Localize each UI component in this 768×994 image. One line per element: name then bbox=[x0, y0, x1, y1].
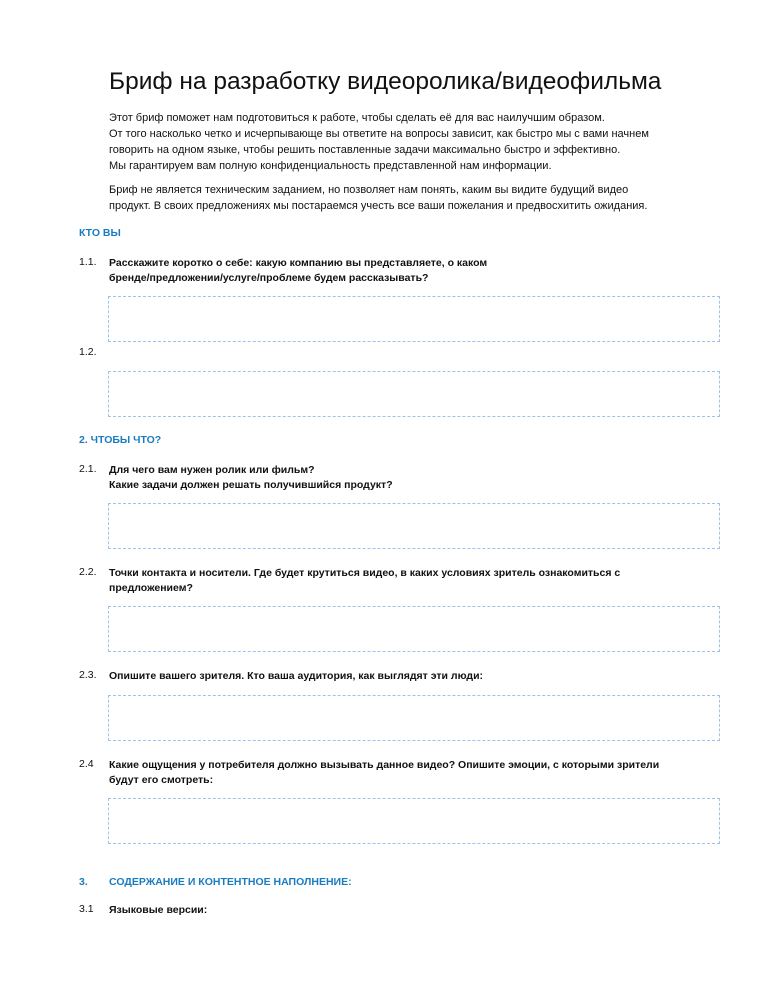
answer-field-2-1[interactable] bbox=[108, 503, 720, 549]
section-heading-content: СОДЕРЖАНИЕ И КОНТЕНТНОЕ НАПОЛНЕНИЕ: bbox=[109, 876, 352, 888]
answer-field-2-3[interactable] bbox=[108, 695, 720, 741]
question-line: Расскажите коротко о себе: какую компанию вы представляете, о каком bbox=[109, 257, 488, 269]
question-text bbox=[109, 463, 729, 493]
question-line: будут его смотреть: bbox=[109, 774, 214, 786]
question-number: 3.1 bbox=[79, 903, 94, 915]
page-title: Бриф на разработку видеоролика/видеофильма bbox=[109, 68, 662, 95]
question-line: Языковые версии: bbox=[109, 904, 208, 916]
question-number: 2.3. bbox=[79, 669, 97, 681]
question-line: предложением? bbox=[109, 582, 193, 594]
answer-field-1-2[interactable] bbox=[108, 371, 720, 417]
section-heading-purpose: 2. ЧТОБЫ ЧТО? bbox=[79, 434, 162, 446]
question-text bbox=[109, 669, 729, 684]
question-number: 2.1. bbox=[79, 463, 97, 475]
question-number: 2.2. bbox=[79, 566, 97, 578]
question-line: Какие ощущения у потребителя должно вызывать данное видео? Опишите эмоции, с которыми зрители bbox=[109, 759, 660, 771]
intro-line: продукт. В своих предложениях мы постараемся учесть все ваши пожелания и предвосхитить ожидания. bbox=[109, 200, 648, 212]
intro-line: Этот бриф поможет нам подготовиться к работе, чтобы сделать её для вас наилучшим образом. bbox=[109, 112, 605, 124]
question-line: Для чего вам нужен ролик или фильм? bbox=[109, 464, 315, 476]
question-text bbox=[109, 903, 729, 918]
question-text bbox=[109, 256, 729, 286]
intro-paragraph-2 bbox=[109, 182, 729, 214]
question-number: 1.1. bbox=[79, 256, 97, 268]
section-heading-who: КТО ВЫ bbox=[79, 227, 121, 239]
question-line: бренде/предложении/услуге/проблеме будем рассказывать? bbox=[109, 272, 429, 284]
question-number: 2.4 bbox=[79, 758, 94, 770]
answer-field-1-1[interactable] bbox=[108, 296, 720, 342]
intro-line: Мы гарантируем вам полную конфиденциальность представленной нам информации. bbox=[109, 160, 552, 172]
question-line: Точки контакта и носители. Где будет крутиться видео, в каких условиях зритель ознакомиться с bbox=[109, 567, 621, 579]
question-text bbox=[109, 758, 729, 788]
intro-paragraph-1 bbox=[109, 110, 729, 174]
answer-field-2-2[interactable] bbox=[108, 606, 720, 652]
question-text bbox=[109, 566, 729, 596]
intro-line: говорить на одном языке, чтобы решить поставленные задачи максимально быстро и эффективно. bbox=[109, 144, 621, 156]
question-number: 1.2. bbox=[79, 346, 97, 358]
intro-line: Бриф не является техническим заданием, но позволяет нам понять, каким вы видите будущий видео bbox=[109, 184, 629, 196]
question-line: Какие задачи должен решать получившийся продукт? bbox=[109, 479, 393, 491]
question-line: Опишите вашего зрителя. Кто ваша аудитория, как выглядят эти люди: bbox=[109, 670, 484, 682]
section-number: 3. bbox=[79, 876, 88, 888]
answer-field-2-4[interactable] bbox=[108, 798, 720, 844]
intro-line: От того насколько четко и исчерпывающе вы ответите на вопросы зависит, как быстро мы с вами начнем bbox=[109, 128, 649, 140]
